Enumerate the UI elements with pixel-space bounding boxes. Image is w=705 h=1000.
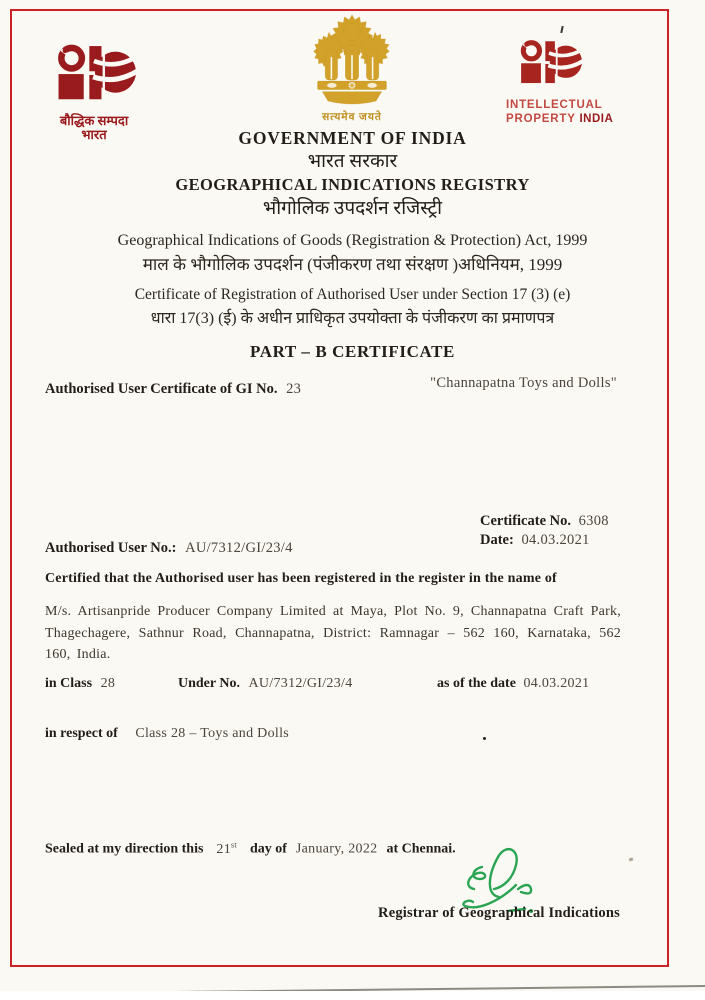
certificate-date-value: 04.03.2021 <box>521 532 590 548</box>
certificate-number-row <box>480 512 609 531</box>
in-respect-value: Class 28 – Toys and Dolls <box>135 726 290 741</box>
sealed-row <box>45 840 456 858</box>
sealed-day-suffix: st <box>231 840 237 849</box>
gi-number-row <box>45 375 620 398</box>
ip-india-logo-right <box>506 38 656 126</box>
part-b-title: PART – B CERTIFICATE <box>250 342 455 361</box>
certified-statement: Certified that the Authorised user has been registered in the register in the name of <box>45 571 557 586</box>
class-number-value: 28 <box>100 676 116 691</box>
under-no-value: AU/7312/GI/23/4 <box>248 676 353 691</box>
ip-logo-caption-en <box>506 98 656 126</box>
authorised-user-label: Authorised User No.: <box>45 540 177 556</box>
as-of-date-segment <box>437 676 589 692</box>
title-gi-registry-en: GEOGRAPHICAL INDICATIONS REGISTRY <box>175 175 530 194</box>
header-stack <box>0 127 705 362</box>
under-no-segment <box>178 676 353 692</box>
sealed-text-1: Sealed at my direction this <box>45 841 204 857</box>
gi-name: "Channapatna Toys and Dolls" <box>430 375 617 391</box>
gi-number-label: Authorised User Certificate of GI No. <box>45 381 278 397</box>
title-gi-registry-hi: भौगोलिक उपदर्शन रजिस्ट्री <box>262 198 443 219</box>
scan-artifact-mark-2 <box>629 857 634 861</box>
act-line-hi: माल के भौगोलिक उपदर्शन (पंजीकरण तथा संरक्षण )अधिनियम, 1999 <box>142 255 563 274</box>
in-respect-label: in respect of <box>45 726 118 741</box>
ip-logo-mark-icon <box>516 38 582 90</box>
under-no-label: Under No. <box>178 676 240 691</box>
sealed-month: January, 2022 <box>295 841 378 857</box>
holder-address: M/s. Artisanpride Producer Company Limited at Maya, Plot No. 9, Channapatna Craft Park, Thagechagere, Sathnur Road, Channapatna, District: Ramnagar – 562 160, Karnataka, 562 160, India. <box>45 604 621 662</box>
sealed-day <box>216 842 237 857</box>
as-of-date-value: 04.03.2021 <box>523 676 590 691</box>
as-of-date-label: as of the date <box>437 676 516 691</box>
national-emblem <box>295 13 409 124</box>
sealed-text-3: at Chennai. <box>386 841 456 857</box>
ip-logo-caption-hindi-2: भारत <box>81 127 107 142</box>
class-row <box>45 676 625 696</box>
ip-logo-caption-hindi-1: बौद्धिक सम्पदा <box>59 113 129 128</box>
caption-intellectual: INTELLECTUAL <box>506 99 603 111</box>
certificate-number-value: 6308 <box>578 513 609 529</box>
caption-property: PROPERTY <box>506 113 576 125</box>
certificate-date-label: Date: <box>480 532 514 548</box>
sealed-day-number: 21 <box>216 841 232 857</box>
certificate-number-block <box>480 512 609 550</box>
gi-number-value: 23 <box>286 381 302 397</box>
ashoka-lion-capital-icon <box>304 13 400 105</box>
registrar-title: Registrar of Geographical Indications <box>378 905 620 921</box>
certificate-date-row <box>480 531 609 550</box>
ip-logo-mark-icon <box>52 44 136 106</box>
certificate-number-label: Certificate No. <box>480 513 571 529</box>
caption-india: INDIA <box>579 113 614 125</box>
scan-artifact-dot <box>483 737 486 740</box>
section-line-hi: धारा 17(3) (ई) के अधीन प्राधिकृत उपयोक्ता के पंजीकरण का प्रमाणपत्र <box>150 310 555 327</box>
title-government-of-india: GOVERNMENT OF INDIA <box>238 128 467 148</box>
sealed-text-2: day of <box>249 841 287 857</box>
act-line-en: Geographical Indications of Goods (Registration & Protection) Act, 1999 <box>117 232 588 249</box>
title-bharat-sarkar: भारत सरकार <box>307 151 398 172</box>
in-respect-row <box>45 726 289 742</box>
authorised-user-row <box>45 540 293 557</box>
scanner-background <box>0 991 705 1000</box>
section-line-en: Certificate of Registration of Authorised User under Section 17 (3) (e) <box>134 286 571 303</box>
in-class-segment <box>45 676 115 692</box>
scan-artifact-mark <box>560 26 563 33</box>
authorised-user-value: AU/7312/GI/23/4 <box>185 540 293 556</box>
emblem-motto: सत्यमेव जयते <box>322 112 382 123</box>
in-class-label: in Class <box>45 676 93 691</box>
